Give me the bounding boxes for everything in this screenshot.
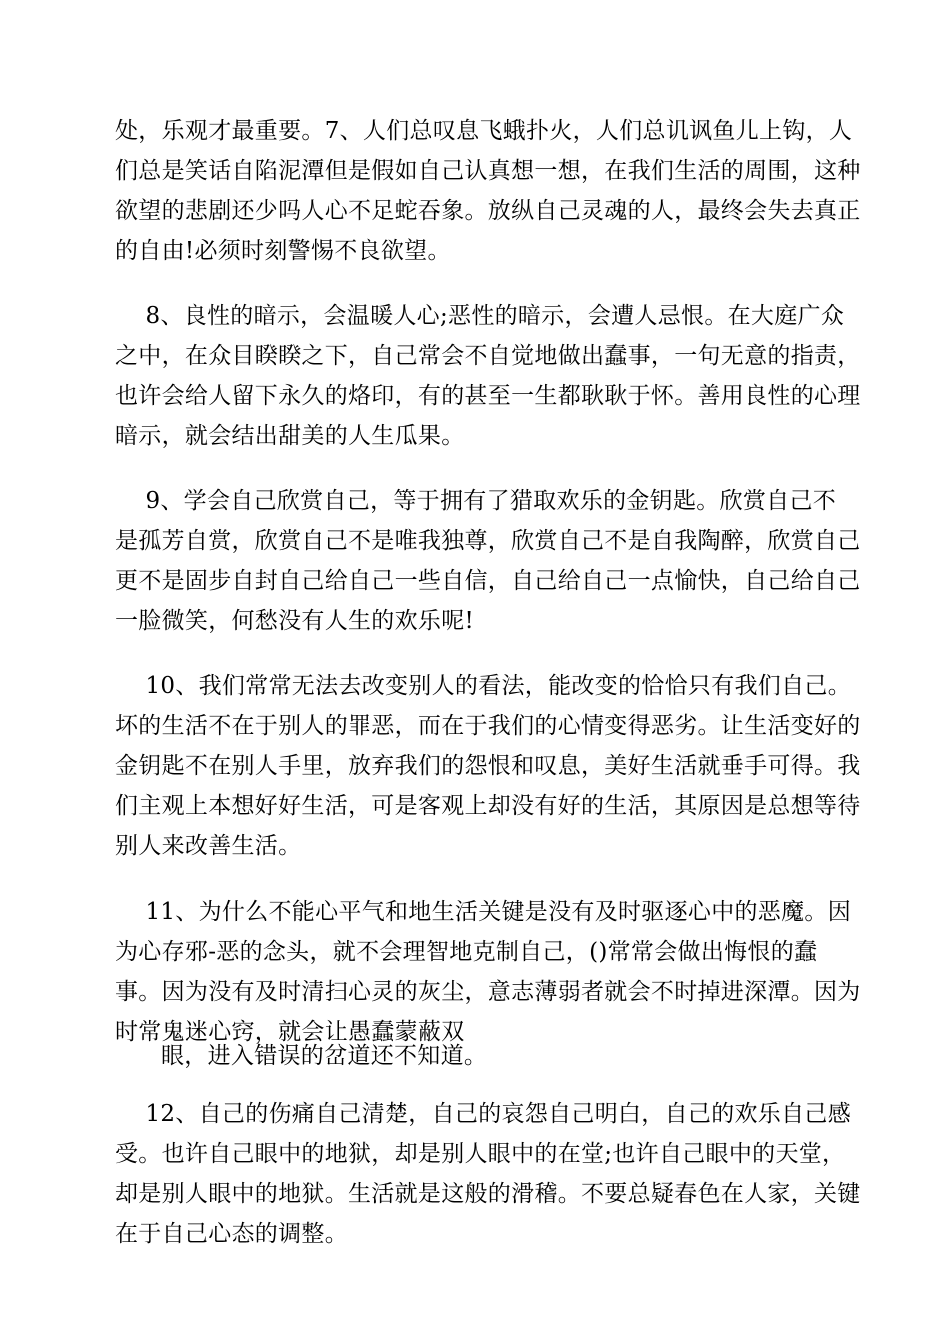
text-line: 欲望的悲剧还少吗人心不足蛇吞象。放纵自己灵魂的人，最终会失去真正 <box>115 198 861 224</box>
text-line: 时常鬼迷心窍，就会让愚蠢蒙蔽双 <box>115 1019 465 1045</box>
paragraph-9 <box>115 481 861 641</box>
text-line: 在于自己心态的调整。 <box>115 1221 348 1247</box>
text-line: 9、学会自己欣赏自己，等于拥有了猎取欢乐的金钥匙。欣赏自己不 <box>115 488 837 514</box>
text-line: 11、为什么不能心平气和地生活关键是没有及时驱逐心中的恶魔。因 <box>115 899 852 925</box>
text-line: 的自由!必须时刻警惕不良欲望。 <box>115 238 451 264</box>
text-line: 受。也许自己眼中的地狱，却是别人眼中的在堂;也许自己眼中的天堂， <box>115 1141 846 1167</box>
text-line: 暗示，就会结出甜美的人生瓜果。 <box>115 423 465 449</box>
paragraph-8 <box>115 296 861 456</box>
text-line: 别人来改善生活。 <box>115 833 302 859</box>
text-line: 事。因为没有及时清扫心灵的灰尘，意志薄弱者就会不时掉进深潭。因为 <box>115 979 861 1005</box>
text-line: 们总是笑话自陷泥潭但是假如自己认真想一想，在我们生活的周围，这种 <box>115 158 861 184</box>
paragraph-7 <box>115 111 861 271</box>
text-line: 也许会给人留下永久的烙印，有的甚至一生都耿耿于怀。善用良性的心理 <box>115 383 861 409</box>
text-line: 们主观上本想好好生活，可是客观上却没有好的生活，其原因是总想等待 <box>115 793 861 819</box>
text-line: 一脸微笑，何愁没有人生的欢乐呢! <box>115 608 475 634</box>
text-line: 坏的生活不在于别人的罪恶，而在于我们的心情变得恶劣。让生活变好的 <box>115 713 861 739</box>
text-line: 更不是固步自封自己给自己一些自信，自己给自己一点愉快，自己给自己 <box>115 568 861 594</box>
paragraph-10 <box>115 666 861 866</box>
text-line: 是孤芳自赏，欣赏自己不是唯我独尊，欣赏自己不是自我陶醉，欣赏自己 <box>115 528 861 554</box>
text-line: 之中，在众目睽睽之下，自己常会不自觉地做出蠢事，一句无意的指责， <box>115 343 861 369</box>
text-line: 眼，进入错误的岔道还不知道。 <box>161 1043 488 1069</box>
text-line: 8、良性的暗示，会温暖人心;恶性的暗示，会遭人忌恨。在大庭广众 <box>115 303 845 329</box>
text-line: 12、自己的伤痛自己清楚，自己的哀怨自己明白，自己的欢乐自己感 <box>115 1101 852 1127</box>
text-line: 金钥匙不在别人手里，放弃我们的怨恨和叹息，美好生活就垂手可得。我 <box>115 753 861 779</box>
paragraph-12 <box>115 1094 861 1254</box>
text-line: 处，乐观才最重要。7、人们总叹息飞蛾扑火，人们总讥讽鱼儿上钩，人 <box>115 118 853 144</box>
text-line: 为心存邪-恶的念头，就不会理智地克制自己，()常常会做出悔恨的蠢 <box>115 939 818 965</box>
text-line: 却是别人眼中的地狱。生活就是这般的滑稽。不要总疑春色在人家，关键 <box>115 1181 861 1207</box>
paragraph-11 <box>115 892 861 1052</box>
paragraph-11-continuation <box>161 1036 841 1076</box>
text-line: 10、我们常常无法去改变别人的看法，能改变的恰恰只有我们自己。 <box>115 673 852 699</box>
